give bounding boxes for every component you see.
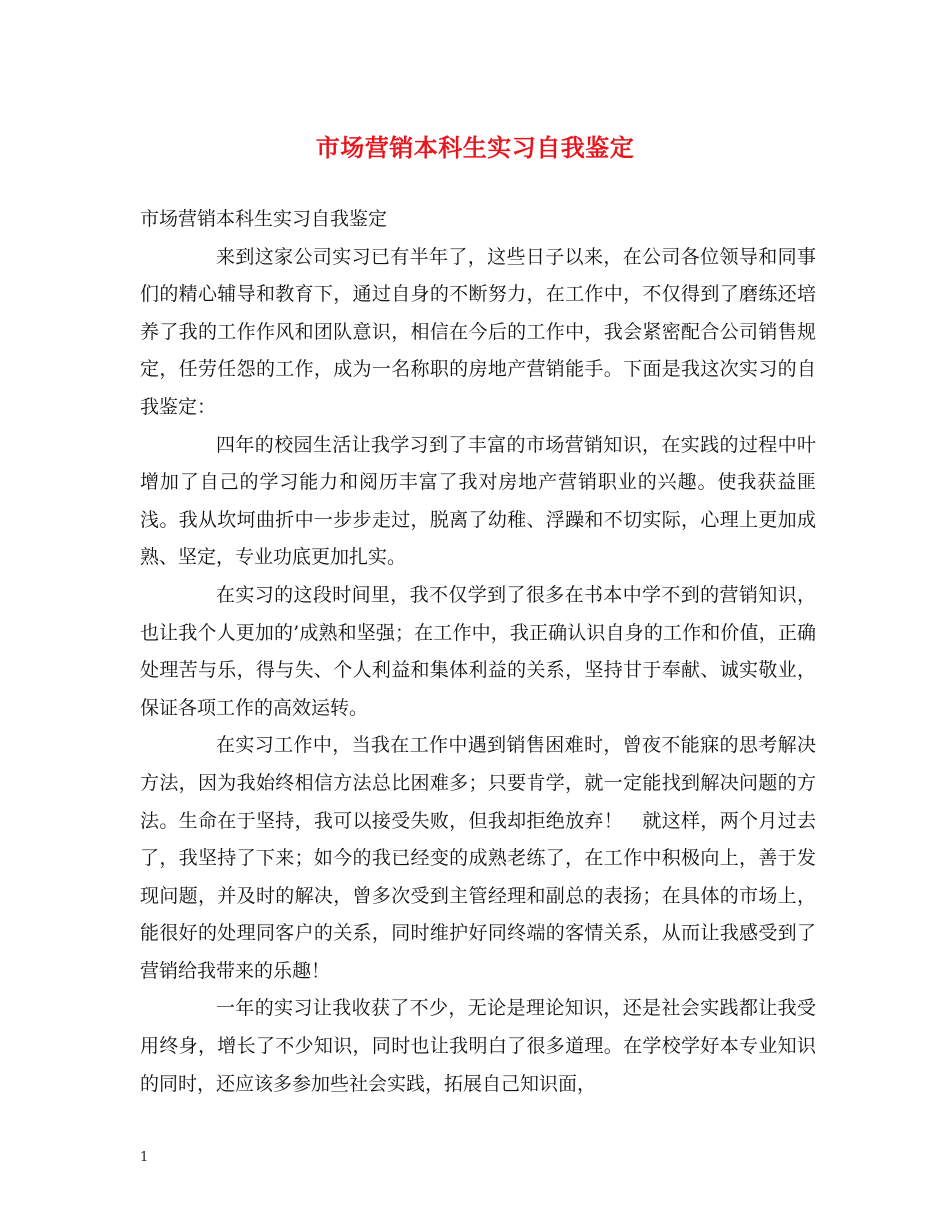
document-subtitle: 市场营销本科生实习自我鉴定 [140, 208, 388, 230]
paragraph-4: 在实习工作中，当我在工作中遇到销售困难时，曾夜不能寐的思考解决方法，因为我始终相信方法总比困难多；只要肯学，就一定能找到解决问题的方法。生命在于坚持，我可以接受失败，但我却拒绝放弃！ 就这样，两个月过去了，我坚持了下来；如今的我已经变的成熟老练了，在工作中积极向上，善于发现问题，并及时的解决，曾多次受到主管经理和副总的表扬；在具体的市场上，能很好的处理同客户的关系，同时维护好同终端的客情关系，从而让我感受到了营销给我带来的乐趣！ [140, 734, 816, 982]
paragraph-3: 在实习的这段时间里，我不仅学到了很多在书本中学不到的营销知识，也让我个人更加的’成熟和坚强；在工作中，我正确认识自身的工作和价值，正确处理苦与乐，得与失、个人利益和集体利益的关系，坚持甘于奉献、诚实敬业，保证各项工作的高效运转。 [140, 583, 816, 719]
document-body [140, 201, 816, 1103]
paragraph-1: 来到这家公司实习已有半年了，这些日子以来，在公司各位领导和同事们的精心辅导和教育下，通过自身的不断努力，在工作中，不仅得到了磨练还培养了我的工作作风和团队意识，相信在今后的工作中，我会紧密配合公司销售规定，任劳任怨的工作，成为一名称职的房地产营销能手。下面是我这次实习的自我鉴定： [140, 245, 816, 418]
document-title: 市场营销本科生实习自我鉴定 [315, 133, 635, 162]
paragraph-5: 一年的实习让我收获了不少，无论是理论知识，还是社会实践都让我受用终身，增长了不少知识，同时也让我明白了很多道理。在学校学好本专业知识的同时，还应该多参加些社会实践，拓展自己知识面， [140, 997, 816, 1095]
paragraph-2: 四年的校园生活让我学习到了丰富的市场营销知识，在实践的过程中叶增加了自己的学习能力和阅历丰富了我对房地产营销职业的兴趣。使我获益匪浅。我从坎坷曲折中一步步走过，脱离了幼稚、浮躁和不切实际，心理上更加成熟、坚定，专业功底更加扎实。 [140, 433, 816, 569]
page-number: 1 [140, 1150, 149, 1165]
